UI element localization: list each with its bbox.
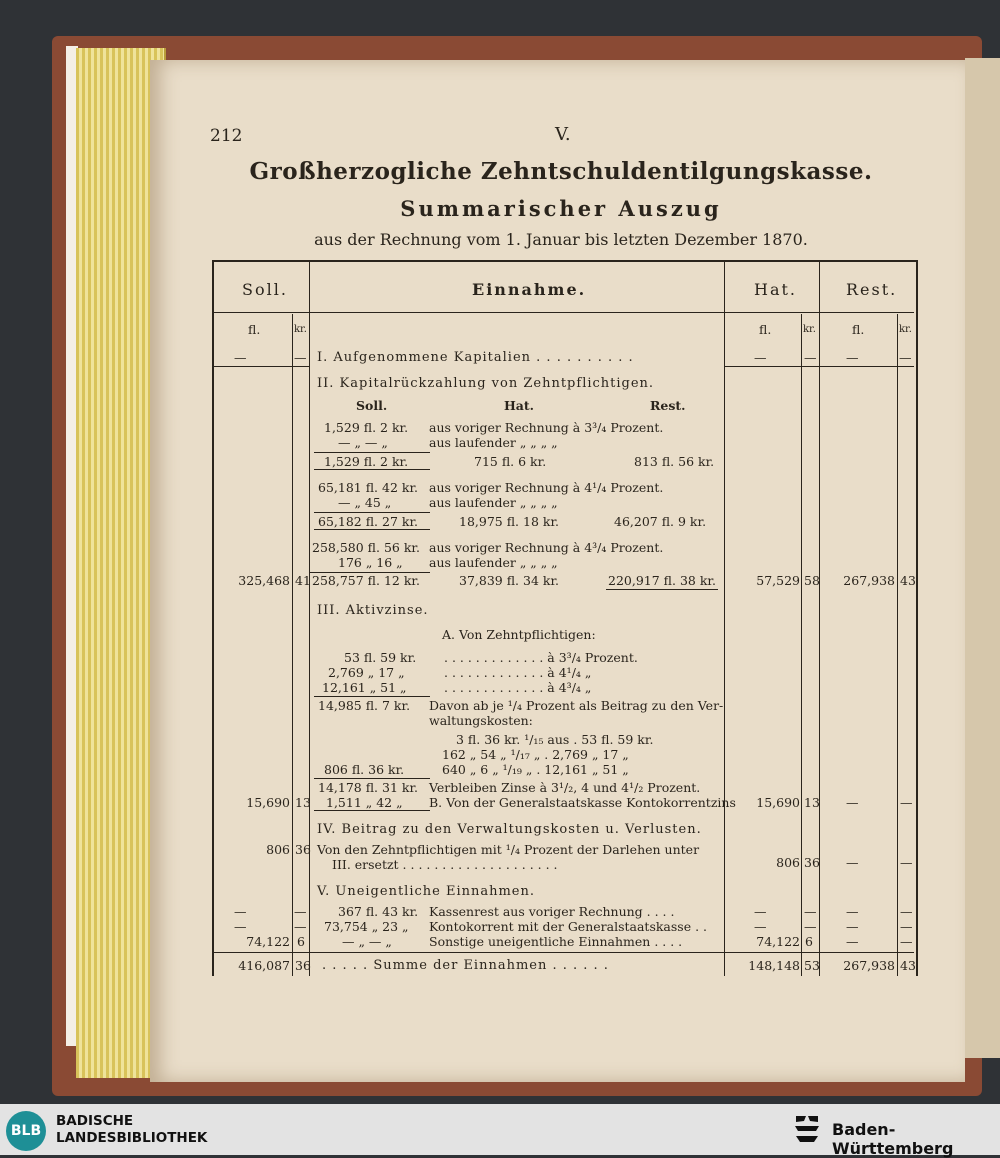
z4-desc: Davon ab je ¹/₄ Prozent als Beitrag zu den Ver- (429, 698, 724, 713)
sec2-hat-kr: 58 (804, 573, 820, 588)
sec4-soll-kr: 36 (295, 842, 311, 857)
unit-rest-fl: fl. (852, 322, 865, 337)
ledger-table (212, 260, 918, 976)
sec4-desc: Von den Zehntpflichtigen mit ¹/₄ Prozent der Darlehen unter (317, 842, 700, 857)
u1-hat-fl: — (754, 904, 767, 919)
a-rule-2 (314, 469, 430, 470)
u3-rest-kr: — (900, 934, 913, 949)
z2-amount: 2,769 „ 17 „ (328, 665, 405, 680)
a3-amount: 1,529 fl. 2 kr. (324, 454, 409, 469)
u2-hat-fl: — (754, 919, 767, 934)
c3-rest: 220,917 fl. 38 kr. (608, 573, 716, 588)
z-rule (314, 696, 430, 697)
page-number: 212 (210, 126, 243, 146)
sec4-hat-fl: 806 (776, 855, 800, 870)
z5-desc: Verbleiben Zinse à 3¹/₂, 4 und 4¹/₂ Prozent. (429, 780, 701, 795)
sum-soll-fl: 416,087 (238, 958, 290, 973)
sec3-hat-kr: 13 (804, 795, 820, 810)
sec2-sub-rest: Rest. (650, 398, 686, 413)
a2-amount: — „ — „ (338, 435, 388, 450)
sec1-hat-fl: — (754, 350, 767, 365)
sec4-soll-fl: 806 (266, 842, 290, 857)
b3-hat: 18,975 fl. 18 kr. (459, 514, 560, 529)
header-soll: Soll. (242, 280, 288, 299)
c3-amount: 258,757 fl. 12 kr. (312, 573, 420, 588)
col-divider-hat-kr (801, 314, 802, 976)
sum-hat-kr: 53 (804, 958, 820, 973)
unit-rest-kr: kr. (899, 324, 912, 335)
a3-rest: 813 fl. 56 kr. (634, 454, 715, 469)
u2-desc: Kontokorrent mit der Generalstaatskasse . . (429, 919, 708, 934)
z3-amount: 12,161 „ 51 „ (322, 680, 407, 695)
a1-amount: 1,529 fl. 2 kr. (324, 420, 409, 435)
z4-desc-2: waltungskosten: (429, 713, 533, 728)
unit-hat-fl: fl. (759, 322, 772, 337)
sec4-desc-2: III. ersetzt . . . . . . . . . . . . . . . . . . . . (332, 857, 558, 872)
u1-soll-fl: — (234, 904, 247, 919)
sum-rest-fl: 267,938 (843, 958, 895, 973)
v3: 640 „ 6 „ ¹/₁₉ „ . 12,161 „ 51 „ (442, 762, 629, 777)
b-rule-2 (314, 529, 430, 530)
sec4-rest-fl: — (846, 855, 859, 870)
a2-desc: aus laufender „ „ „ „ (429, 435, 558, 450)
sec1-rest-fl: — (846, 350, 859, 365)
page-subtitle-date: aus der Rechnung vom 1. Januar bis letzten Dezember 1870. (314, 230, 808, 249)
sec2-rest-kr: 43 (900, 573, 916, 588)
z1-desc: . . . . . . . . . . . . . à 3³/₄ Prozent. (444, 650, 638, 665)
v3-left: 806 fl. 36 kr. (324, 762, 405, 777)
unit-soll-fl: fl. (248, 322, 261, 337)
blb-name-line2: LANDESBIBLIOTHEK (56, 1130, 208, 1146)
sum-rule (214, 952, 914, 953)
sec2-sub-soll: Soll. (356, 398, 388, 413)
sec5-hat-kr: 6 (805, 934, 813, 949)
u1-soll-kr: — (294, 904, 307, 919)
c3-hat: 37,839 fl. 34 kr. (459, 573, 560, 588)
sec1-soll-fl: — (234, 350, 247, 365)
u1-rest-fl: — (846, 904, 859, 919)
b-rule (314, 512, 430, 513)
sum-label: . . . . . Summe der Einnahmen . . . . . . (322, 958, 609, 973)
sec4-hat-kr: 36 (804, 855, 820, 870)
z2-desc: . . . . . . . . . . . . . à 4¹/₄ „ (444, 665, 592, 680)
sec3a-label: A. Von Zehntpflichtigen: (442, 627, 596, 642)
u2-rest-kr: — (900, 919, 913, 934)
sec5-label: V. Uneigentliche Einnahmen. (317, 884, 536, 899)
header-einnahme: Einnahme. (472, 280, 587, 299)
unit-soll-kr: kr. (294, 324, 307, 335)
sec2-rest-fl: 267,938 (843, 573, 895, 588)
u2-amount: 73,754 „ 23 „ (324, 919, 409, 934)
sum-rest-kr: 43 (900, 958, 916, 973)
c1-amount: 258,580 fl. 56 kr. (312, 540, 420, 555)
sec4-label: IV. Beitrag zu den Verwaltungskosten u. Verlusten. (317, 822, 702, 837)
b2-desc: aus laufender „ „ „ „ (429, 495, 558, 510)
a3-hat: 715 fl. 6 kr. (474, 454, 547, 469)
sum-soll-kr: 36 (295, 958, 311, 973)
u1-hat-kr: — (804, 904, 817, 919)
u2-soll-kr: — (294, 919, 307, 934)
sec3-rest-kr: — (900, 795, 913, 810)
a-rule (314, 452, 430, 453)
sec5-soll-kr: 6 (297, 934, 305, 949)
baden-wuerttemberg-lions-icon (792, 1112, 822, 1148)
footer-bar (0, 1104, 1000, 1158)
sec3-label: III. Aktivzinse. (317, 603, 429, 618)
sec3-soll-fl: 15,690 (246, 795, 290, 810)
sec1-rest-kr: — (899, 350, 912, 365)
b3-amount: 65,182 fl. 27 kr. (318, 514, 419, 529)
sec2-soll-fl: 325,468 (238, 573, 290, 588)
page-subtitle: Summarischer Auszug (400, 196, 722, 221)
z5-amount: 14,178 fl. 31 kr. (318, 780, 419, 795)
c1-desc: aus voriger Rechnung à 4³/₄ Prozent. (429, 540, 664, 555)
z6-rule (314, 810, 430, 811)
soll-subrule (214, 366, 309, 367)
sec3-soll-kr: 13 (295, 795, 311, 810)
unit-hat-kr: kr. (803, 324, 816, 335)
u1-desc: Kassenrest aus voriger Rechnung . . . . (429, 904, 675, 919)
sec3-rest-fl: — (846, 795, 859, 810)
sec4-rest-kr: — (900, 855, 913, 870)
sec1-label: I. Aufgenommene Kapitalien . . . . . . . . . . (317, 350, 634, 365)
u1-amount: 367 fl. 43 kr. (338, 904, 419, 919)
sec2-soll-kr: 41 (295, 573, 311, 588)
b1-desc: aus voriger Rechnung à 4¹/₄ Prozent. (429, 480, 664, 495)
header-rest: Rest. (846, 280, 898, 299)
v-rule (314, 778, 430, 779)
blb-logo-icon[interactable]: BLB (6, 1111, 46, 1151)
blb-name[interactable] (56, 1113, 207, 1147)
u1-rest-kr: — (900, 904, 913, 919)
v1: 3 fl. 36 kr. ¹/₁₅ aus . 53 fl. 59 kr. (456, 732, 654, 747)
b2-amount: — „ 45 „ (338, 495, 392, 510)
a1-desc: aus voriger Rechnung à 3³/₄ Prozent. (429, 420, 664, 435)
blb-name-line1: BADISCHE (56, 1113, 134, 1129)
header-rule (214, 312, 914, 313)
z3-desc: . . . . . . . . . . . . . à 4³/₄ „ (444, 680, 592, 695)
col-divider-rest-kr (897, 314, 898, 976)
sec5-hat-fl: 74,122 (756, 934, 800, 949)
z6-desc: B. Von der Generalstaatskasse Kontokorrentzins (429, 795, 736, 810)
section-number: V. (555, 124, 571, 145)
u2-rest-fl: — (846, 919, 859, 934)
u2-hat-kr: — (804, 919, 817, 934)
u2-soll-fl: — (234, 919, 247, 934)
header-hat: Hat. (754, 280, 798, 299)
u3-desc: Sonstige uneigentliche Einnahmen . . . . (429, 934, 683, 949)
col-divider-soll (309, 262, 310, 976)
c2-amount: 176 „ 16 „ (338, 555, 403, 570)
sec2-label: II. Kapitalrückzahlung von Zehntpflichtigen. (317, 376, 655, 391)
sec1-hat-kr: — (804, 350, 817, 365)
u3-rest-fl: — (846, 934, 859, 949)
sec5-soll-fl: 74,122 (246, 934, 290, 949)
c2-desc: aus laufender „ „ „ „ (429, 555, 558, 570)
v2: 162 „ 54 „ ¹/₁₇ „ . 2,769 „ 17 „ (442, 747, 629, 762)
c-rest-rule (606, 589, 718, 590)
sec2-hat-fl: 57,529 (756, 573, 800, 588)
sec3-hat-fl: 15,690 (756, 795, 800, 810)
b1-amount: 65,181 fl. 42 kr. (318, 480, 419, 495)
hat-rest-subrule (724, 366, 914, 367)
u3-amount: — „ — „ (342, 934, 392, 949)
b3-rest: 46,207 fl. 9 kr. (614, 514, 707, 529)
z4-amount: 14,985 fl. 7 kr. (318, 698, 411, 713)
z1-amount: 53 fl. 59 kr. (344, 650, 417, 665)
z6-amount: 1,511 „ 42 „ (326, 795, 403, 810)
baden-wuerttemberg-label[interactable]: Baden-Württemberg (832, 1120, 954, 1158)
page-title: Großherzogliche Zehntschuldentilgungskasse. (249, 158, 873, 185)
col-divider-soll-kr (292, 314, 293, 976)
sec2-sub-hat: Hat. (504, 398, 535, 413)
sec1-soll-kr: — (294, 350, 307, 365)
sum-hat-fl: 148,148 (748, 958, 800, 973)
